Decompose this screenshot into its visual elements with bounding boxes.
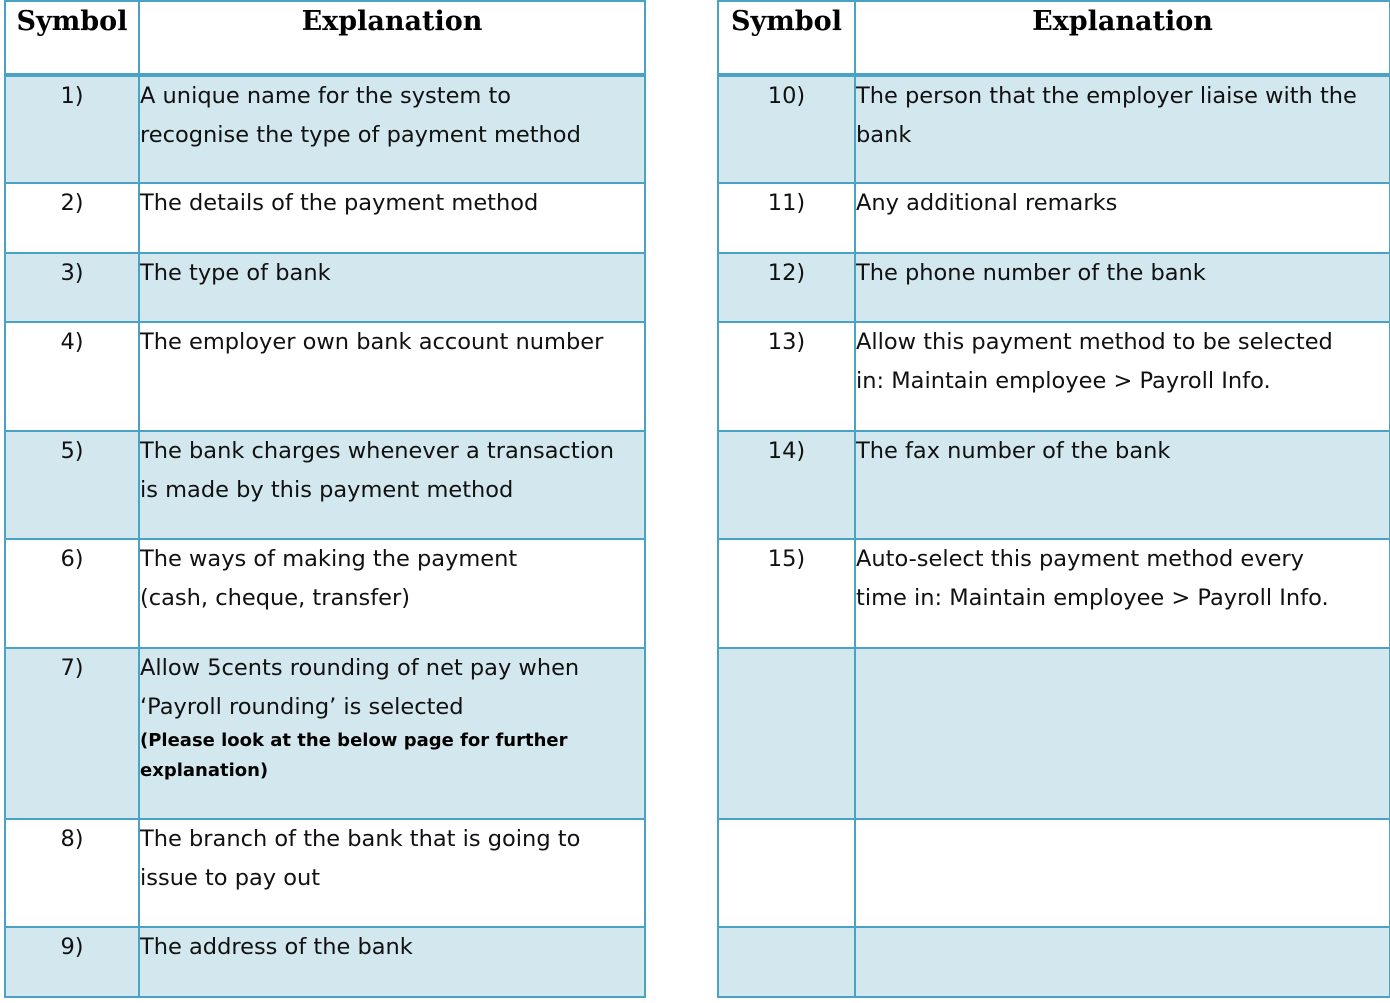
symbol-column-header: Symbol	[5, 1, 139, 75]
explanation-cell	[139, 322, 645, 431]
explanation-cell	[855, 183, 1390, 253]
explanation-line: The employer own bank account number	[140, 329, 604, 355]
explanation-line: The phone number of the bank	[856, 260, 1206, 286]
explanation-cell	[139, 648, 645, 819]
explanation-cell	[139, 927, 645, 997]
explanation-line: The branch of the bank that is going to	[140, 826, 581, 852]
explanation-cell	[855, 431, 1390, 539]
symbol-cell: 3)	[5, 253, 139, 322]
explanation-line: The fax number of the bank	[856, 438, 1171, 464]
explanation-line: issue to pay out	[140, 864, 321, 891]
table-row	[5, 431, 645, 539]
table-row	[5, 539, 645, 648]
explanation-cell	[855, 322, 1390, 431]
symbol-cell	[718, 819, 855, 927]
explanation-column-header: Explanation	[139, 1, 645, 75]
explanation-line: A unique name for the system to	[140, 83, 512, 109]
table-row	[5, 819, 645, 927]
explanation-line: recognise the type of payment method	[140, 121, 581, 148]
table-row	[718, 819, 1390, 927]
explanation-line: bank	[856, 121, 912, 148]
explanation-line: time in: Maintain employee > Payroll Info.	[856, 584, 1329, 611]
symbol-column-header: Symbol	[718, 1, 855, 75]
symbol-cell: 6)	[5, 539, 139, 648]
table-row	[718, 253, 1390, 322]
explanation-line: The bank charges whenever a transaction	[140, 438, 614, 464]
explanation-cell	[139, 819, 645, 927]
symbol-cell: 7)	[5, 648, 139, 819]
left-table-body	[5, 75, 645, 997]
table-row	[5, 75, 645, 183]
explanation-cell	[139, 75, 645, 183]
explanation-cell	[855, 927, 1390, 997]
symbol-cell: 13)	[718, 322, 855, 431]
table-row	[718, 648, 1390, 819]
explanation-line: The type of bank	[140, 260, 331, 286]
explanation-cell	[855, 648, 1390, 819]
explanation-line: Allow this payment method to be selected	[856, 329, 1333, 355]
symbol-cell: 11)	[718, 183, 855, 253]
symbol-cell: 9)	[5, 927, 139, 997]
explanation-line: The person that the employer liaise with the	[856, 83, 1357, 109]
explanation-line: The ways of making the payment	[140, 546, 518, 572]
explanation-line: The address of the bank	[140, 934, 413, 960]
explanation-cell	[139, 539, 645, 648]
symbol-cell	[718, 648, 855, 819]
explanation-cell	[855, 539, 1390, 648]
table-row	[718, 539, 1390, 648]
explanation-cell	[139, 431, 645, 539]
explanation-cell	[855, 819, 1390, 927]
table-row	[718, 927, 1390, 997]
table-row	[5, 927, 645, 997]
symbol-cell: 14)	[718, 431, 855, 539]
table-row	[718, 322, 1390, 431]
right-table-body	[718, 75, 1390, 997]
symbol-cell: 15)	[718, 539, 855, 648]
table-row	[5, 322, 645, 431]
explanation-note: (Please look at the below page for further	[140, 730, 568, 751]
explanation-line: Allow 5cents rounding of net pay when	[140, 655, 580, 681]
explanation-cell	[139, 253, 645, 322]
table-row	[718, 183, 1390, 253]
table-row	[718, 431, 1390, 539]
symbol-table-right	[717, 0, 1390, 998]
symbol-cell: 10)	[718, 75, 855, 183]
explanation-note: explanation)	[140, 760, 269, 781]
explanation-cell	[855, 253, 1390, 322]
table-row	[5, 183, 645, 253]
table-row	[718, 75, 1390, 183]
symbol-cell: 4)	[5, 322, 139, 431]
symbol-cell	[718, 927, 855, 997]
explanation-line: The details of the payment method	[140, 190, 539, 216]
explanation-line: is made by this payment method	[140, 476, 514, 503]
explanation-column-header: Explanation	[855, 1, 1390, 75]
symbol-cell: 2)	[5, 183, 139, 253]
symbol-table-left	[4, 0, 646, 998]
explanation-cell	[855, 75, 1390, 183]
explanation-line: Auto-select this payment method every	[856, 546, 1304, 572]
symbol-cell: 12)	[718, 253, 855, 322]
table-row	[5, 253, 645, 322]
symbol-cell: 5)	[5, 431, 139, 539]
explanation-line: ‘Payroll rounding’ is selected	[140, 693, 464, 720]
explanation-line: Any additional remarks	[856, 190, 1118, 216]
explanation-line: (cash, cheque, transfer)	[140, 584, 411, 611]
explanation-line: in: Maintain employee > Payroll Info.	[856, 367, 1271, 394]
symbol-cell: 1)	[5, 75, 139, 183]
table-row	[5, 648, 645, 819]
explanation-cell	[139, 183, 645, 253]
symbol-cell: 8)	[5, 819, 139, 927]
